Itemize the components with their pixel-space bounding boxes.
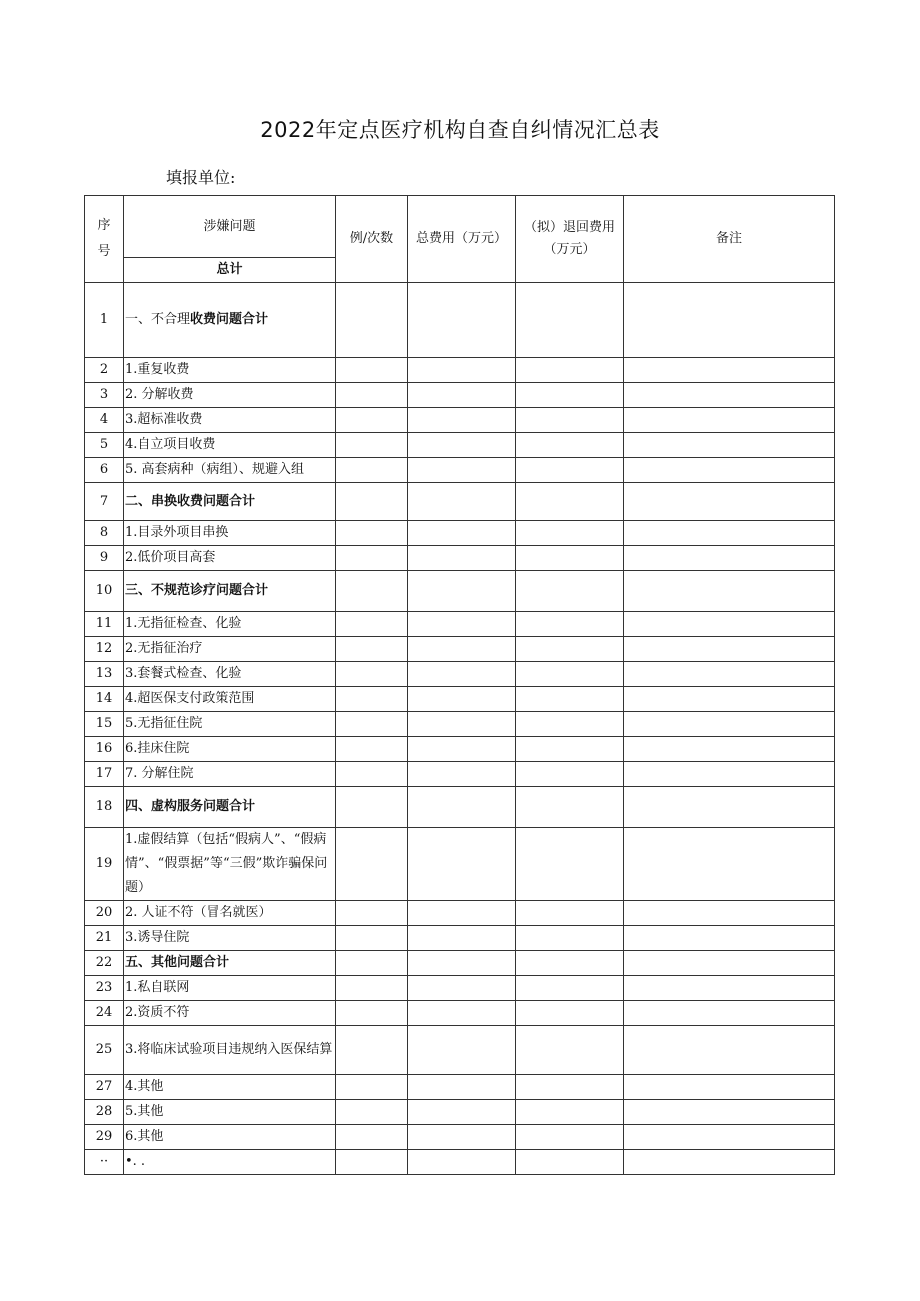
remark-cell bbox=[624, 1026, 835, 1075]
problem-text: 1.目录外项目串换 bbox=[125, 525, 229, 541]
table-row bbox=[85, 662, 835, 687]
total-cost-cell bbox=[408, 926, 516, 951]
cases-cell bbox=[336, 1100, 408, 1125]
row-number: 6 bbox=[85, 458, 124, 483]
row-number: 11 bbox=[85, 612, 124, 637]
total-cost-cell bbox=[408, 283, 516, 358]
cases-cell bbox=[336, 828, 408, 901]
problem-cell bbox=[124, 283, 336, 358]
total-cost-cell bbox=[408, 662, 516, 687]
remark-cell bbox=[624, 637, 835, 662]
cases-cell bbox=[336, 358, 408, 383]
total-cost-cell bbox=[408, 612, 516, 637]
problem-cell bbox=[124, 737, 336, 762]
refund-cell bbox=[516, 1001, 624, 1026]
row-number: 3 bbox=[85, 383, 124, 408]
refund-cell bbox=[516, 283, 624, 358]
header-seq: 序 号 bbox=[85, 196, 124, 283]
remark-cell bbox=[624, 687, 835, 712]
refund-cell bbox=[516, 1150, 624, 1175]
refund-cell bbox=[516, 571, 624, 612]
remark-cell bbox=[624, 1100, 835, 1125]
problem-cell bbox=[124, 976, 336, 1001]
header-total-cost: 总费用（万元） bbox=[408, 196, 516, 283]
refund-cell bbox=[516, 1100, 624, 1125]
remark-cell bbox=[624, 483, 835, 521]
refund-cell bbox=[516, 1125, 624, 1150]
cases-cell bbox=[336, 1125, 408, 1150]
problem-text: 6.挂床住院 bbox=[125, 741, 190, 757]
problem-cell bbox=[124, 612, 336, 637]
cases-cell bbox=[336, 521, 408, 546]
problem-cell bbox=[124, 1026, 336, 1075]
cases-cell bbox=[336, 1150, 408, 1175]
total-cost-cell bbox=[408, 521, 516, 546]
table-row bbox=[85, 828, 835, 901]
problem-cell bbox=[124, 712, 336, 737]
table-row bbox=[85, 1100, 835, 1125]
remark-cell bbox=[624, 712, 835, 737]
problem-subtotal-text: 五、其他问题合计 bbox=[125, 955, 230, 971]
cases-cell bbox=[336, 976, 408, 1001]
problem-text: 一、不合理 bbox=[125, 312, 191, 328]
refund-cell bbox=[516, 358, 624, 383]
table-row bbox=[85, 901, 835, 926]
table-row bbox=[85, 546, 835, 571]
total-cost-cell bbox=[408, 1075, 516, 1100]
row-number: 28 bbox=[85, 1100, 124, 1125]
total-cost-cell bbox=[408, 433, 516, 458]
problem-text: 5.无指征住院 bbox=[125, 716, 203, 732]
table-row bbox=[85, 483, 835, 521]
cases-cell bbox=[336, 637, 408, 662]
refund-cell bbox=[516, 926, 624, 951]
cases-cell bbox=[336, 1026, 408, 1075]
cases-cell bbox=[336, 1001, 408, 1026]
cases-cell bbox=[336, 901, 408, 926]
row-number: 13 bbox=[85, 662, 124, 687]
cases-cell bbox=[336, 1075, 408, 1100]
remark-cell bbox=[624, 283, 835, 358]
row-number: 27 bbox=[85, 1075, 124, 1100]
header-cases: 例/次数 bbox=[336, 196, 408, 283]
problem-cell bbox=[124, 1125, 336, 1150]
problem-text: 3.将临床试验项目违规纳入医保结算 bbox=[125, 1042, 333, 1057]
refund-cell bbox=[516, 637, 624, 662]
remark-cell bbox=[624, 1001, 835, 1026]
row-number: 9 bbox=[85, 546, 124, 571]
problem-cell bbox=[124, 828, 336, 901]
remark-cell bbox=[624, 612, 835, 637]
row-number: 20 bbox=[85, 901, 124, 926]
remark-cell bbox=[624, 408, 835, 433]
table-row bbox=[85, 1150, 835, 1175]
problem-text: 2. 人证不符（冒名就医） bbox=[125, 905, 272, 921]
problem-cell bbox=[124, 1001, 336, 1026]
refund-cell bbox=[516, 787, 624, 828]
problem-cell bbox=[124, 1075, 336, 1100]
total-cost-cell bbox=[408, 976, 516, 1001]
table-row bbox=[85, 637, 835, 662]
problem-cell bbox=[124, 951, 336, 976]
cases-cell bbox=[336, 926, 408, 951]
total-cost-cell bbox=[408, 358, 516, 383]
summary-table bbox=[84, 195, 835, 1175]
problem-text: 3.诱导住院 bbox=[125, 930, 190, 946]
cases-cell bbox=[336, 951, 408, 976]
table-row bbox=[85, 433, 835, 458]
remark-cell bbox=[624, 901, 835, 926]
total-cost-cell bbox=[408, 571, 516, 612]
remark-cell bbox=[624, 358, 835, 383]
total-cost-cell bbox=[408, 828, 516, 901]
refund-cell bbox=[516, 687, 624, 712]
problem-text: 3.套餐式检查、化验 bbox=[125, 666, 242, 682]
total-cost-cell bbox=[408, 712, 516, 737]
table-row bbox=[85, 1125, 835, 1150]
refund-cell bbox=[516, 712, 624, 737]
cases-cell bbox=[336, 712, 408, 737]
total-cost-cell bbox=[408, 483, 516, 521]
total-cost-cell bbox=[408, 458, 516, 483]
table-row bbox=[85, 951, 835, 976]
header-problem: 涉嫌问题 bbox=[124, 196, 336, 258]
remark-cell bbox=[624, 433, 835, 458]
problem-cell bbox=[124, 358, 336, 383]
total-cost-cell bbox=[408, 737, 516, 762]
cases-cell bbox=[336, 483, 408, 521]
row-number: 5 bbox=[85, 433, 124, 458]
header-row bbox=[85, 196, 835, 258]
problem-text: 3.超标准收费 bbox=[125, 412, 203, 428]
row-number: 10 bbox=[85, 571, 124, 612]
table-row bbox=[85, 926, 835, 951]
remark-cell bbox=[624, 951, 835, 976]
refund-cell bbox=[516, 1075, 624, 1100]
row-number: 8 bbox=[85, 521, 124, 546]
cases-cell bbox=[336, 458, 408, 483]
remark-cell bbox=[624, 546, 835, 571]
problem-text: 5.其他 bbox=[125, 1104, 164, 1120]
total-cost-cell bbox=[408, 951, 516, 976]
problem-cell bbox=[124, 787, 336, 828]
refund-cell bbox=[516, 612, 624, 637]
refund-cell bbox=[516, 383, 624, 408]
row-number: ·· bbox=[85, 1150, 124, 1175]
refund-cell bbox=[516, 951, 624, 976]
refund-cell bbox=[516, 483, 624, 521]
remark-cell bbox=[624, 787, 835, 828]
refund-cell bbox=[516, 408, 624, 433]
row-number: 18 bbox=[85, 787, 124, 828]
problem-text: 2.无指征治疗 bbox=[125, 641, 203, 657]
row-number: 23 bbox=[85, 976, 124, 1001]
table-row bbox=[85, 458, 835, 483]
problem-text: •. . bbox=[125, 1154, 146, 1170]
remark-cell bbox=[624, 737, 835, 762]
remark-cell bbox=[624, 458, 835, 483]
cases-cell bbox=[336, 408, 408, 433]
cases-cell bbox=[336, 737, 408, 762]
cases-cell bbox=[336, 383, 408, 408]
row-number: 29 bbox=[85, 1125, 124, 1150]
problem-text: 4.其他 bbox=[125, 1079, 164, 1095]
problem-text: 2. 分解收费 bbox=[125, 387, 194, 403]
row-number: 19 bbox=[85, 828, 124, 901]
problem-cell bbox=[124, 383, 336, 408]
remark-cell bbox=[624, 571, 835, 612]
row-number: 7 bbox=[85, 483, 124, 521]
refund-cell bbox=[516, 521, 624, 546]
problem-cell bbox=[124, 662, 336, 687]
cases-cell bbox=[336, 787, 408, 828]
refund-cell bbox=[516, 458, 624, 483]
total-cost-cell bbox=[408, 901, 516, 926]
remark-cell bbox=[624, 1150, 835, 1175]
problem-cell bbox=[124, 483, 336, 521]
row-number: 21 bbox=[85, 926, 124, 951]
problem-subtotal-text: 三、不规范诊疗问题合计 bbox=[125, 583, 269, 599]
total-cost-cell bbox=[408, 1125, 516, 1150]
problem-text: 1.重复收费 bbox=[125, 362, 190, 378]
total-cost-cell bbox=[408, 637, 516, 662]
problem-text: 1.无指征检查、化验 bbox=[125, 616, 242, 632]
problem-subtotal-text: 二、串换收费问题合计 bbox=[125, 493, 256, 509]
problem-cell bbox=[124, 521, 336, 546]
table-row bbox=[85, 383, 835, 408]
total-cost-cell bbox=[408, 787, 516, 828]
refund-cell bbox=[516, 901, 624, 926]
refund-cell bbox=[516, 737, 624, 762]
cases-cell bbox=[336, 571, 408, 612]
problem-cell bbox=[124, 687, 336, 712]
problem-text: 7. 分解住院 bbox=[125, 766, 194, 782]
row-number: 2 bbox=[85, 358, 124, 383]
refund-cell bbox=[516, 828, 624, 901]
table-row bbox=[85, 521, 835, 546]
row-number: 25 bbox=[85, 1026, 124, 1075]
problem-text: 5. 高套病种（病组）、规避入组 bbox=[125, 462, 305, 478]
total-cost-cell bbox=[408, 383, 516, 408]
problem-text: 1.私自联网 bbox=[125, 980, 190, 996]
problem-cell bbox=[124, 901, 336, 926]
cases-cell bbox=[336, 433, 408, 458]
problem-subtotal-text: 收费问题合计 bbox=[190, 312, 269, 328]
refund-cell bbox=[516, 433, 624, 458]
table-row bbox=[85, 283, 835, 358]
remark-cell bbox=[624, 976, 835, 1001]
row-number: 22 bbox=[85, 951, 124, 976]
remark-cell bbox=[624, 383, 835, 408]
cases-cell bbox=[336, 762, 408, 787]
problem-text: 2.低价项目高套 bbox=[125, 550, 216, 566]
total-label: 总计 bbox=[124, 258, 336, 283]
total-cost-cell bbox=[408, 1150, 516, 1175]
cases-cell bbox=[336, 546, 408, 571]
total-cost-cell bbox=[408, 1026, 516, 1075]
table-row bbox=[85, 358, 835, 383]
cases-cell bbox=[336, 612, 408, 637]
row-number: 14 bbox=[85, 687, 124, 712]
total-cost-cell bbox=[408, 546, 516, 571]
remark-cell bbox=[624, 1075, 835, 1100]
problem-cell bbox=[124, 762, 336, 787]
table-row bbox=[85, 571, 835, 612]
table-row bbox=[85, 1026, 835, 1075]
row-number: 17 bbox=[85, 762, 124, 787]
refund-cell bbox=[516, 976, 624, 1001]
refund-cell bbox=[516, 662, 624, 687]
header-remark: 备注 bbox=[624, 196, 835, 283]
row-number: 24 bbox=[85, 1001, 124, 1026]
row-number: 12 bbox=[85, 637, 124, 662]
table-row bbox=[85, 612, 835, 637]
remark-cell bbox=[624, 926, 835, 951]
reporting-unit-label: 填报单位: bbox=[166, 168, 236, 187]
remark-cell bbox=[624, 521, 835, 546]
problem-cell bbox=[124, 1150, 336, 1175]
row-number: 15 bbox=[85, 712, 124, 737]
total-cost-cell bbox=[408, 1001, 516, 1026]
remark-cell bbox=[624, 828, 835, 901]
remark-cell bbox=[624, 1125, 835, 1150]
row-number: 1 bbox=[85, 283, 124, 358]
problem-text: 1.虚假结算（包括“假病人”、“假病情”、“假票据”等“三假”欺诈骗保问题） bbox=[125, 832, 328, 895]
table-row bbox=[85, 976, 835, 1001]
table-row bbox=[85, 712, 835, 737]
problem-cell bbox=[124, 571, 336, 612]
problem-cell bbox=[124, 458, 336, 483]
problem-text: 4.自立项目收费 bbox=[125, 437, 216, 453]
refund-cell bbox=[516, 762, 624, 787]
row-number: 4 bbox=[85, 408, 124, 433]
problem-cell bbox=[124, 637, 336, 662]
table-row bbox=[85, 737, 835, 762]
problem-text: 2.资质不符 bbox=[125, 1005, 190, 1021]
cases-cell bbox=[336, 662, 408, 687]
remark-cell bbox=[624, 662, 835, 687]
problem-cell bbox=[124, 433, 336, 458]
problem-subtotal-text: 四、虚构服务问题合计 bbox=[125, 799, 256, 815]
table-row bbox=[85, 1001, 835, 1026]
cases-cell bbox=[336, 687, 408, 712]
problem-cell bbox=[124, 546, 336, 571]
table-row bbox=[85, 687, 835, 712]
refund-cell bbox=[516, 1026, 624, 1075]
problem-cell bbox=[124, 1100, 336, 1125]
table-row bbox=[85, 408, 835, 433]
row-number: 16 bbox=[85, 737, 124, 762]
problem-text: 6.其他 bbox=[125, 1129, 164, 1145]
total-cost-cell bbox=[408, 762, 516, 787]
refund-cell bbox=[516, 546, 624, 571]
table-row bbox=[85, 1075, 835, 1100]
total-cost-cell bbox=[408, 687, 516, 712]
table-row bbox=[85, 762, 835, 787]
page-title: 2022年定点医疗机构自查自纠情况汇总表 bbox=[260, 118, 660, 142]
cases-cell bbox=[336, 283, 408, 358]
problem-cell bbox=[124, 408, 336, 433]
total-cost-cell bbox=[408, 408, 516, 433]
problem-text: 4.超医保支付政策范围 bbox=[125, 691, 255, 707]
remark-cell bbox=[624, 762, 835, 787]
total-cost-cell bbox=[408, 1100, 516, 1125]
table-row bbox=[85, 787, 835, 828]
header-refund: （拟）退回费用 （万元） bbox=[516, 196, 624, 283]
problem-cell bbox=[124, 926, 336, 951]
